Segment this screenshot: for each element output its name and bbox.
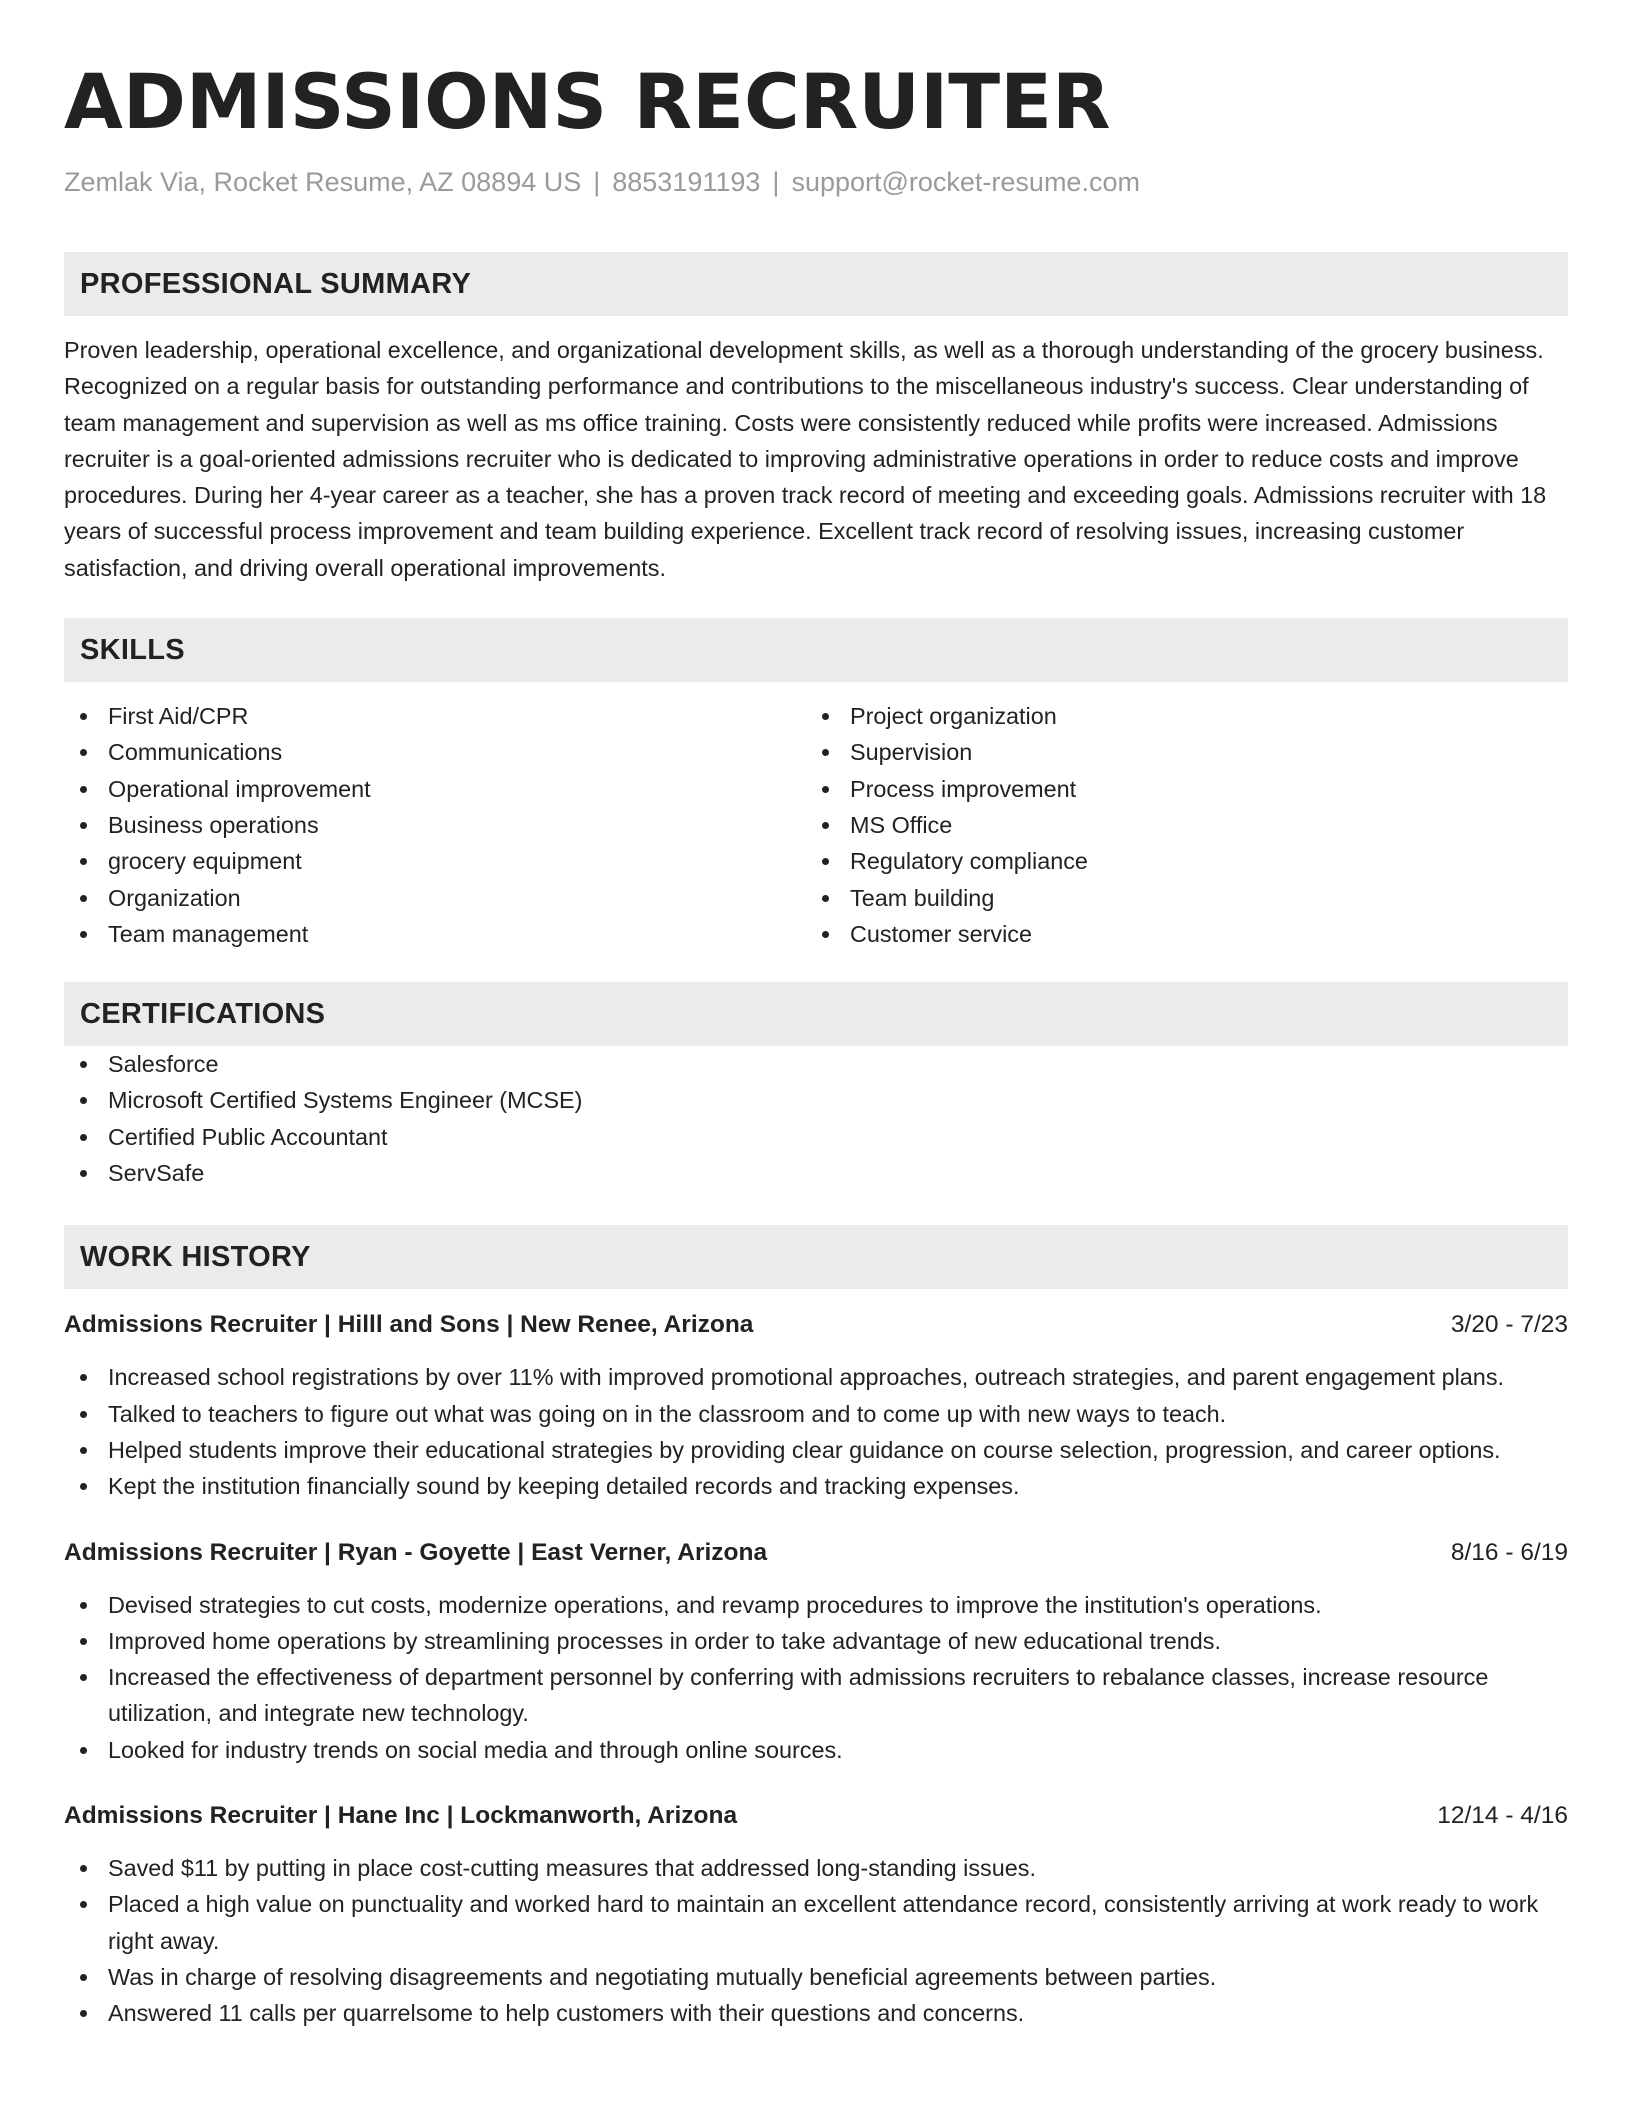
skill-item: Operational improvement bbox=[64, 771, 806, 807]
skill-item: Organization bbox=[64, 880, 806, 916]
job-bullet: Saved $11 by putting in place cost-cutting measures that addressed long-standing issues. bbox=[64, 1850, 1568, 1886]
job-bullet: Helped students improve their educational strategies by providing clear guidance on course selection, progression, and career options. bbox=[64, 1432, 1568, 1468]
skill-item: MS Office bbox=[806, 807, 1548, 843]
contact-email: support@rocket-resume.com bbox=[791, 167, 1140, 197]
job-bullet: Talked to teachers to figure out what was going on in the classroom and to come up with new ways to teach. bbox=[64, 1396, 1568, 1432]
skill-item: Communications bbox=[64, 734, 806, 770]
job-title: Admissions Recruiter | Hilll and Sons | New Renee, Arizona bbox=[64, 1311, 754, 1339]
skill-item: Regulatory compliance bbox=[806, 843, 1548, 879]
contact-separator: | bbox=[772, 167, 780, 197]
section-header-skills: SKILLS bbox=[64, 618, 1568, 682]
certification-item: Certified Public Accountant bbox=[64, 1119, 1568, 1155]
job-bullet: Kept the institution financially sound by keeping detailed records and tracking expenses. bbox=[64, 1468, 1568, 1504]
skills-column-left bbox=[64, 698, 806, 952]
job-bullet: Increased the effectiveness of department personnel by conferring with admissions recruiters to rebalance classes, increase resource utilization, and integrate new technology. bbox=[64, 1659, 1568, 1732]
contact-separator: | bbox=[593, 167, 601, 197]
job-bullet: Increased school registrations by over 11% with improved promotional approaches, outreach strategies, and parent engagement plans. bbox=[64, 1359, 1568, 1395]
job-bullet: Improved home operations by streamlining processes in order to take advantage of new educational trends. bbox=[64, 1623, 1568, 1659]
summary-text: Proven leadership, operational excellence, and organizational development skills, as well as a thorough understanding of the grocery business. Recognized on a regular basis for outstanding performance and contributions to the miscellaneous industry's success. Clear understanding of team management and supervision as well as ms office training. Costs were consistently reduced while profits were increased. Admissions recruiter is a goal-oriented admissions recruiter who is dedicated to improving administrative operations in order to reduce costs and improve procedures. During her 4-year career as a teacher, she has a proven track record of meeting and exceeding goals. Admissions recruiter with 18 years of successful process improvement and team building experience. Excellent track record of resolving issues, increasing customer satisfaction, and driving overall operational improvements. bbox=[64, 337, 1547, 581]
section-header-work-history: WORK HISTORY bbox=[64, 1225, 1568, 1289]
certifications-list bbox=[64, 1046, 1568, 1191]
skill-item: Process improvement bbox=[806, 771, 1548, 807]
candidate-name: ADMISSIONS RECRUITER bbox=[64, 57, 1111, 146]
job-bullet: Devised strategies to cut costs, modernize operations, and revamp procedures to improve the institution's operations. bbox=[64, 1587, 1568, 1623]
skills-column-right bbox=[806, 698, 1548, 952]
skill-item: Team building bbox=[806, 880, 1548, 916]
job-entry bbox=[64, 1798, 1568, 2031]
skill-item: First Aid/CPR bbox=[64, 698, 806, 734]
certification-item: Salesforce bbox=[64, 1046, 1568, 1082]
job-bullets bbox=[64, 1359, 1568, 1504]
job-dates: 8/16 - 6/19 bbox=[1450, 1538, 1568, 1566]
job-dates: 12/14 - 4/16 bbox=[1437, 1802, 1568, 1830]
certification-item: ServSafe bbox=[64, 1155, 1568, 1191]
job-bullet: Looked for industry trends on social media and through online sources. bbox=[64, 1732, 1568, 1768]
section-header-certifications: CERTIFICATIONS bbox=[64, 982, 1568, 1046]
job-bullet: Placed a high value on punctuality and worked hard to maintain an excellent attendance record, consistently arriving at work ready to work right away. bbox=[64, 1886, 1568, 1959]
job-header bbox=[64, 1307, 1568, 1343]
section-header-summary: PROFESSIONAL SUMMARY bbox=[64, 252, 1568, 316]
contact-line bbox=[64, 164, 1568, 200]
skill-item: Business operations bbox=[64, 807, 806, 843]
contact-address: Zemlak Via, Rocket Resume, AZ 08894 US bbox=[64, 167, 582, 197]
job-bullet: Answered 11 calls per quarrelsome to help customers with their questions and concerns. bbox=[64, 1995, 1568, 2031]
resume-page bbox=[64, 56, 1568, 2032]
skill-item: grocery equipment bbox=[64, 843, 806, 879]
job-dates: 3/20 - 7/23 bbox=[1450, 1311, 1568, 1339]
contact-phone: 8853191193 bbox=[612, 167, 761, 197]
job-header bbox=[64, 1798, 1568, 1834]
skill-item: Customer service bbox=[806, 916, 1548, 952]
skills-grid bbox=[64, 698, 1568, 952]
job-bullets bbox=[64, 1587, 1568, 1768]
job-header bbox=[64, 1535, 1568, 1571]
skill-item: Team management bbox=[64, 916, 806, 952]
job-entry bbox=[64, 1307, 1568, 1504]
job-entry bbox=[64, 1535, 1568, 1768]
skill-item: Project organization bbox=[806, 698, 1548, 734]
job-title: Admissions Recruiter | Ryan - Goyette | East Verner, Arizona bbox=[64, 1538, 768, 1566]
job-bullet: Was in charge of resolving disagreements and negotiating mutually beneficial agreements between parties. bbox=[64, 1959, 1568, 1995]
job-title: Admissions Recruiter | Hane Inc | Lockmanworth, Arizona bbox=[64, 1802, 738, 1830]
skill-item: Supervision bbox=[806, 734, 1548, 770]
job-bullets bbox=[64, 1850, 1568, 2031]
certification-item: Microsoft Certified Systems Engineer (MCSE) bbox=[64, 1082, 1568, 1118]
